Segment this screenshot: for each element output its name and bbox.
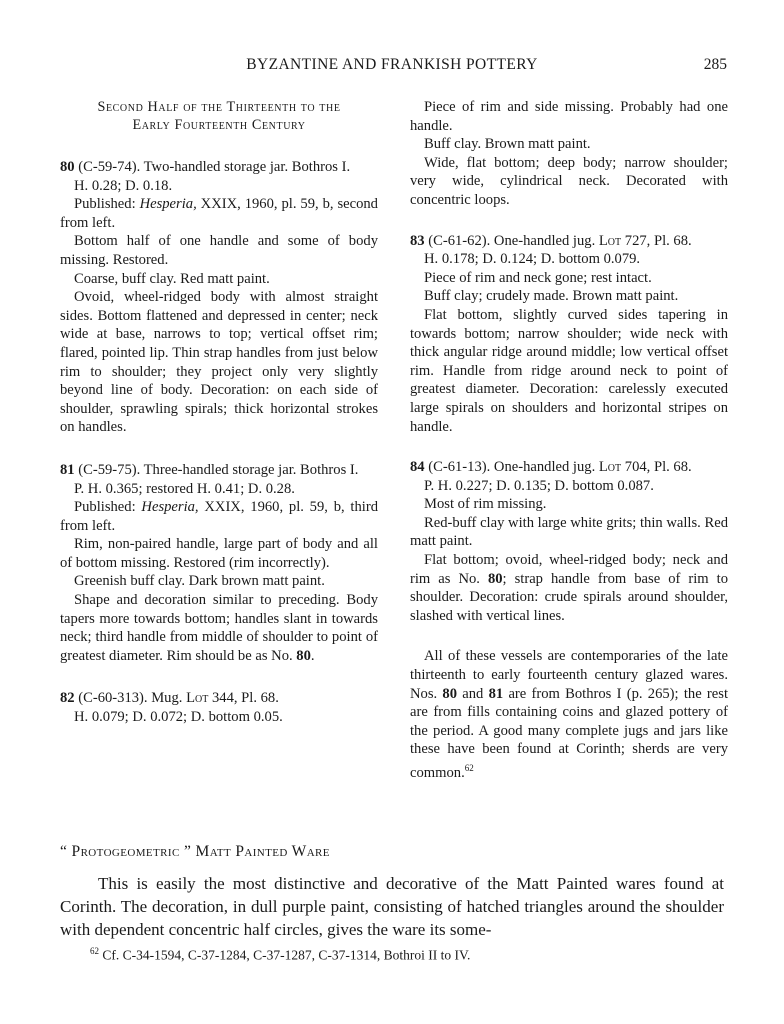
footnote xyxy=(90,946,730,964)
entry-dimensions: H. 0.178; D. 0.124; D. bottom 0.079. xyxy=(424,251,641,268)
entry-heading-end: 344, Pl. 68. xyxy=(208,690,279,707)
summary-start: All of these vessels are contemporaries of the late thirteenth to early fourteenth century glazed wares. Nos. xyxy=(410,648,728,702)
entry-heading-text: (C-59-75). Three-handled storage jar. Bothros I. xyxy=(78,461,359,478)
entry-heading xyxy=(60,689,378,708)
publication-journal: Hesperia, xyxy=(139,196,197,213)
entry-clay: Buff clay. Brown matt paint. xyxy=(424,136,591,153)
entry-heading-text: (C-59-74). Two-handled storage jar. Bothros I. xyxy=(78,159,351,175)
entry-dimensions: H. 0.28; D. 0.18. xyxy=(74,177,173,194)
entry-publication xyxy=(60,195,378,232)
entry-publication xyxy=(60,498,378,535)
cross-reference: 81 xyxy=(488,685,504,702)
entry-dimensions: H. 0.079; D. 0.072; D. bottom 0.05. xyxy=(74,709,283,726)
ware-heading: “ Protogeometric ” Matt Painted Ware xyxy=(60,843,330,860)
description-text: Shape and decoration similar to preceding. Body tapers more towards bottom; handles slant in towards neck; third handle from middle of shoulder to point of greatest diameter. Rim should be as No. xyxy=(60,592,378,664)
summary-paragraph xyxy=(410,647,728,782)
entry-heading-text: (C-60-313). Mug. xyxy=(78,690,187,707)
catalogue-entry-82-cont xyxy=(410,98,728,210)
lot-label: Lot xyxy=(598,232,622,249)
entry-heading xyxy=(410,458,728,477)
entry-description: Wide, flat bottom; deep body; narrow shoulder; very wide, cylindrical neck. Decorated with concentric loops. xyxy=(410,154,728,208)
description-text: Flat bottom; ovoid, wheel-ridged body; neck and rim as No. xyxy=(410,552,728,587)
description-end: ; strap handle from base of rim to shoulder. Decoration: crude spirals around shoulder, slashed with vertical lines. xyxy=(410,570,728,624)
lot-label: Lot xyxy=(598,459,622,476)
entry-condition: Bottom half of one handle and some of body missing. Restored. xyxy=(60,233,378,268)
entry-condition: Piece of rim and side missing. Probably had one handle. xyxy=(410,99,728,134)
summary-mid: and xyxy=(457,685,489,702)
footnote-marker: 62 xyxy=(464,763,474,773)
summary-end: are from Bothros I (p. 265); the rest are from fills containing coins and glazed pottery of the period. A good many complete jugs and jars like these have been found at Corinth; sherds are very common. xyxy=(410,685,729,781)
entry-number: 84 xyxy=(410,459,425,476)
entry-description: Ovoid, wheel-ridged body with almost straight sides. Bottom flattened and depressed in center; neck wide at base, narrows to top; vertical offset rim; flared, pointed lip. Thin strap handles from just below rim to shoulder; they project only very slightly beyond line of body. Decoration: on each side of shoulder, sprawling spirals; thick horizontal strokes on handles. xyxy=(60,289,378,436)
catalogue-entry-81 xyxy=(60,461,378,666)
entry-heading-end: 727, Pl. 68. xyxy=(621,232,692,249)
entry-dimensions: P. H. 0.365; restored H. 0.41; D. 0.28. xyxy=(74,480,295,497)
entry-condition: Rim, non-paired handle, large part of body and all of bottom missing. Restored (rim incorrectly). xyxy=(60,536,378,571)
catalogue-entry-83 xyxy=(410,232,728,437)
entry-dimensions: P. H. 0.227; D. 0.135; D. bottom 0.087. xyxy=(424,477,654,494)
footnote-text: Cf. C-34-1594, C-37-1284, C-37-1287, C-37-1314, Bothroi II to IV. xyxy=(99,947,471,963)
ware-paragraph xyxy=(60,872,724,941)
catalogue-entry-84 xyxy=(410,458,728,625)
left-column xyxy=(60,98,378,744)
entry-heading-text: (C-61-13). One-handled jug. xyxy=(428,459,599,476)
publication-ref: XXIX, 1960, pl. 59, b, third from left. xyxy=(60,499,378,534)
entry-description xyxy=(410,551,728,625)
cross-reference: 80 xyxy=(442,685,458,702)
entry-clay: Greenish buff clay. Dark brown matt paint. xyxy=(74,573,325,590)
entry-heading-end: 704, Pl. 68. xyxy=(621,459,692,476)
entry-number: 82 xyxy=(60,690,75,707)
entry-description: Flat bottom, slightly curved sides tapering in towards bottom; narrow shoulder; wide neck with thick angular ridge around middle; low vertical offset rim. Handle from ridge around neck to point of greatest diameter. Decoration: carelessly executed large spirals on shoulders and horizontal stripes on handle. xyxy=(410,306,728,435)
entry-number: 80 xyxy=(60,159,75,175)
section-title-line-1: Second Half of the Thirteenth to the xyxy=(97,99,341,115)
catalogue-entry-80 xyxy=(60,158,378,437)
entry-clay: Coarse, buff clay. Red matt paint. xyxy=(74,270,270,287)
publication-ref: XXIX, 1960, pl. 59, b, second from left. xyxy=(60,196,378,231)
entry-number: 81 xyxy=(60,461,75,478)
section-title xyxy=(60,98,378,134)
entry-condition: Most of rim missing. xyxy=(424,496,547,513)
section-title-line-2: Early Fourteenth Century xyxy=(132,117,306,133)
publication-prefix: Published: xyxy=(74,499,142,516)
entry-number: 83 xyxy=(410,232,425,249)
entry-heading xyxy=(60,461,378,480)
publication-prefix: Published: xyxy=(74,196,140,213)
cross-reference: 80 xyxy=(296,647,311,664)
catalogue-entry-82-head xyxy=(60,689,378,726)
entry-clay: Red-buff clay with large white grits; thin walls. Red matt paint. xyxy=(410,514,728,550)
footnote-number: 62 xyxy=(90,946,99,956)
page-number: 285 xyxy=(703,56,727,73)
ware-paragraph-text: This is easily the most distinctive and decorative of the Matt Painted wares found at Corinth. The decoration, in dull purple paint, consisting of hatched triangles around the shoulder with dependent concentric half circles, gives the ware its some- xyxy=(60,874,724,939)
entry-condition: Piece of rim and neck gone; rest intact. xyxy=(424,269,652,286)
right-column xyxy=(410,98,728,799)
summary-text xyxy=(410,647,728,782)
entry-heading xyxy=(60,158,378,177)
cross-reference: 80 xyxy=(487,570,503,587)
description-end: . xyxy=(310,647,315,664)
entry-heading xyxy=(410,232,728,251)
running-header-title: BYZANTINE AND FRANKISH POTTERY xyxy=(246,56,538,73)
lot-label: Lot xyxy=(186,690,209,707)
entry-description xyxy=(60,591,378,665)
publication-journal: Hesperia, xyxy=(141,499,199,516)
entry-heading-text: (C-61-62). One-handled jug. xyxy=(428,232,599,249)
entry-clay: Buff clay; crudely made. Brown matt paint. xyxy=(424,288,679,305)
